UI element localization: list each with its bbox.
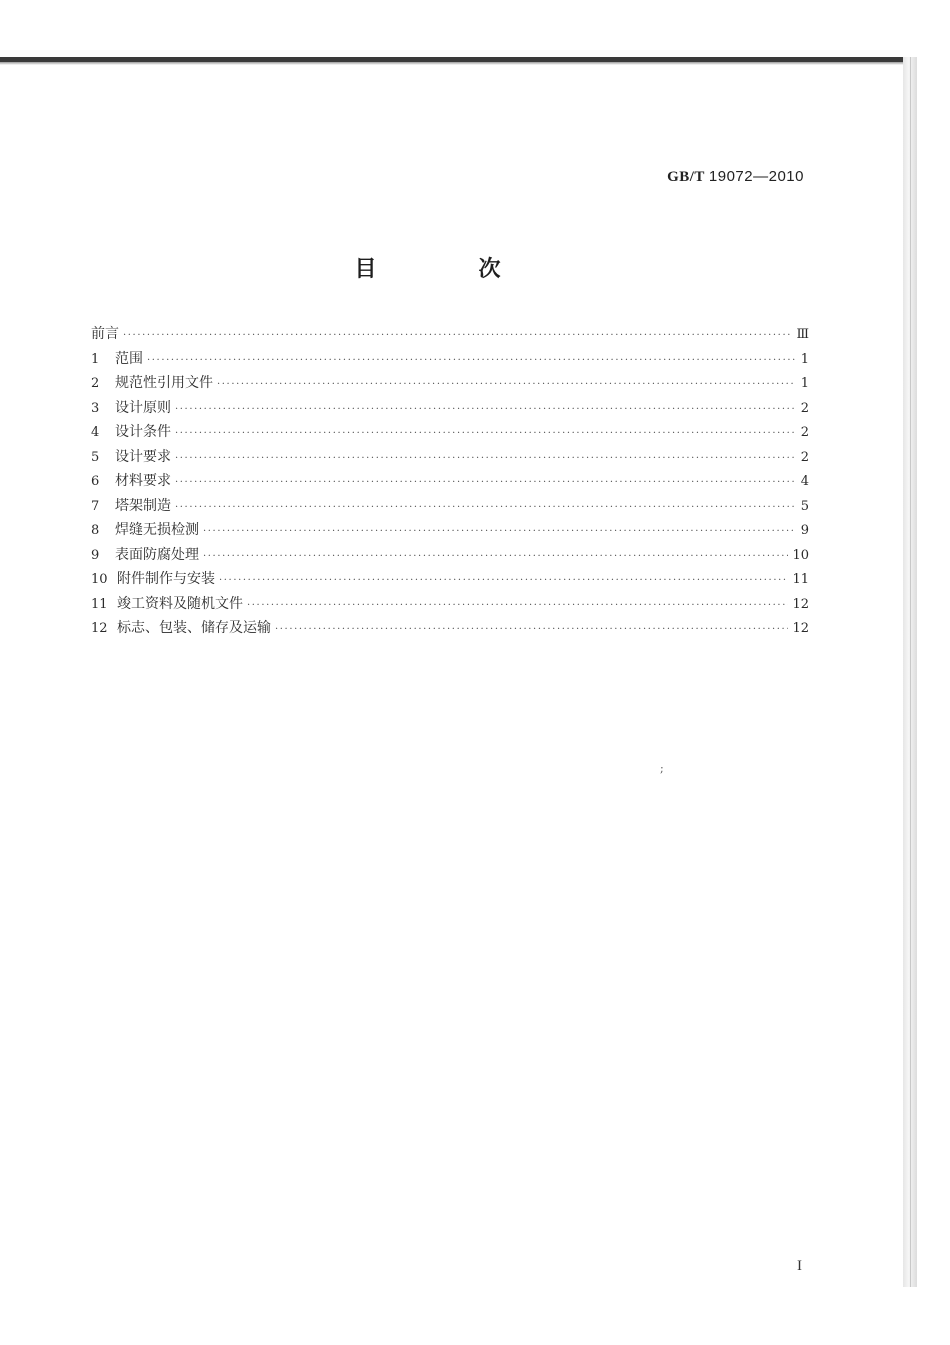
toc-entry-page: 2 <box>800 400 809 416</box>
toc-entry-3[interactable] <box>91 397 809 422</box>
standard-code <box>667 168 804 186</box>
toc-leader-dots <box>175 454 795 464</box>
toc-entry-page: 9 <box>800 523 809 538</box>
toc-entry-page: 5 <box>800 498 809 514</box>
toc-entry-1[interactable] <box>91 348 809 373</box>
toc-entry-label: 设计原则 <box>115 399 171 416</box>
toc-entry-6[interactable] <box>91 470 809 495</box>
toc-entry-label: 设计条件 <box>115 424 171 440</box>
toc-entry-page: 1 <box>800 376 809 391</box>
toc-title: 目 次 <box>354 257 541 282</box>
standard-code-prefix: GB/T <box>667 169 705 185</box>
toc-leader-dots <box>219 576 788 586</box>
toc-entry-number: 6 <box>91 474 100 489</box>
toc-entry-page: 2 <box>800 425 809 440</box>
toc-entry-9[interactable] <box>91 544 809 569</box>
standard-code-number: 19072—2010 <box>708 168 804 185</box>
toc-entry-number: 4 <box>91 425 100 440</box>
toc-entry-number: 2 <box>91 376 100 391</box>
toc-leader-dots <box>247 601 788 611</box>
toc-entry-label: 焊缝无损检测 <box>115 522 199 538</box>
toc-leader-dots <box>175 429 795 439</box>
toc-entry-label: 规范性引用文件 <box>115 375 213 391</box>
toc-entry-11[interactable] <box>91 593 809 618</box>
toc-entry-page: 12 <box>792 596 809 612</box>
page-number: I <box>797 1258 802 1274</box>
toc-entry-number: 10 <box>91 572 108 587</box>
toc-entry-label: 材料要求 <box>115 473 171 489</box>
toc-leader-dots <box>217 380 795 390</box>
toc-leader-dots <box>147 356 795 366</box>
toc-entry-number: 5 <box>91 449 100 465</box>
toc-entry-number: 7 <box>91 498 100 514</box>
toc-entry-number: 1 <box>91 351 100 367</box>
toc-entry-page: Ⅲ <box>796 327 809 342</box>
toc-leader-dots <box>203 527 795 537</box>
toc-entry-page: 12 <box>792 621 809 636</box>
toc-entry-number: 9 <box>91 547 100 563</box>
toc-entry-number: 8 <box>91 523 100 538</box>
toc-entry-4[interactable] <box>91 421 809 446</box>
scan-speck: ; <box>660 762 664 775</box>
toc-entry-5[interactable] <box>91 446 809 471</box>
toc-entry-number: 12 <box>91 621 108 636</box>
toc-entry-page: 10 <box>792 547 809 563</box>
toc-entry-label: 标志、包装、储存及运输 <box>117 620 271 636</box>
toc-entry-label: 前言 <box>91 326 119 342</box>
toc-entry-number: 11 <box>91 596 108 612</box>
toc-entry-page: 1 <box>800 351 809 367</box>
toc-entry-page: 4 <box>800 474 809 489</box>
toc-entry-label: 竣工资料及随机文件 <box>117 595 243 612</box>
scan-shadow-top <box>0 62 905 65</box>
toc-entry-number: 3 <box>91 400 100 416</box>
toc-entry-label: 设计要求 <box>115 448 171 465</box>
table-of-contents <box>91 323 809 642</box>
toc-entry-2[interactable] <box>91 372 809 397</box>
toc-leader-dots <box>175 478 795 488</box>
toc-entry-foreword[interactable] <box>91 323 809 348</box>
toc-entry-10[interactable] <box>91 568 809 593</box>
toc-entry-7[interactable] <box>91 495 809 520</box>
toc-leader-dots <box>123 331 792 341</box>
toc-leader-dots <box>275 625 788 635</box>
toc-entry-label: 范围 <box>115 350 143 367</box>
toc-entry-label: 附件制作与安装 <box>117 571 215 587</box>
toc-entry-page: 2 <box>800 449 809 465</box>
toc-leader-dots <box>175 503 795 513</box>
toc-entry-12[interactable] <box>91 617 809 642</box>
toc-entry-page: 11 <box>792 572 809 587</box>
toc-entry-label: 表面防腐处理 <box>115 546 199 563</box>
toc-entry-label: 塔架制造 <box>115 497 171 514</box>
toc-leader-dots <box>203 552 788 562</box>
toc-entry-8[interactable] <box>91 519 809 544</box>
toc-leader-dots <box>175 405 795 415</box>
scan-fold-line <box>910 57 911 1287</box>
